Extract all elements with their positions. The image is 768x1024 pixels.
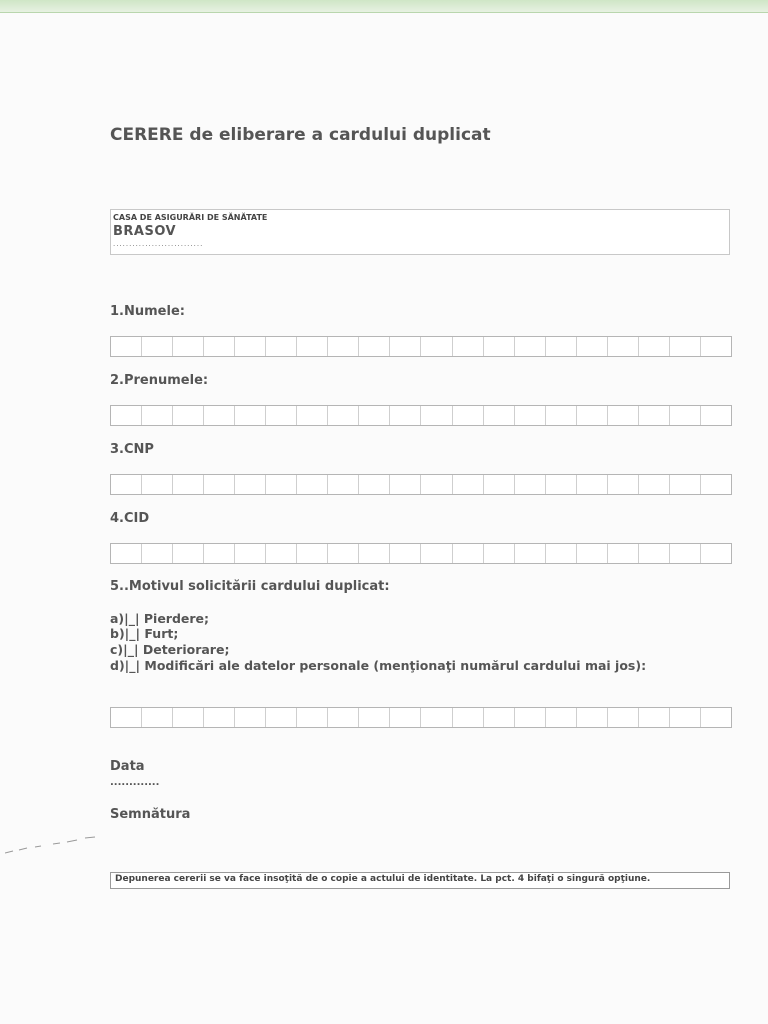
grid-cell[interactable] [669, 708, 700, 727]
grid-cell[interactable] [265, 337, 296, 356]
grid-cell[interactable] [141, 708, 172, 727]
input-grid-cid[interactable] [110, 543, 732, 564]
grid-cell[interactable] [669, 337, 700, 356]
grid-cell[interactable] [700, 475, 731, 494]
grid-cell[interactable] [234, 475, 265, 494]
grid-cell[interactable] [358, 406, 389, 425]
option-deteriorare[interactable]: c)|_| Deteriorare; [110, 642, 230, 657]
cas-box [110, 209, 730, 255]
grid-cell[interactable] [545, 475, 576, 494]
grid-cell[interactable] [700, 406, 731, 425]
field-label-numele: 1.Numele: [110, 304, 185, 319]
grid-cell[interactable] [265, 708, 296, 727]
grid-cell[interactable] [172, 544, 203, 563]
grid-cell[interactable] [420, 708, 451, 727]
grid-cell[interactable] [203, 544, 234, 563]
date-field[interactable]: ............. [110, 777, 160, 788]
top-scan-band [0, 0, 768, 13]
grid-cell[interactable] [358, 708, 389, 727]
grid-cell[interactable] [607, 544, 638, 563]
grid-cell[interactable] [327, 475, 358, 494]
grid-cell[interactable] [420, 544, 451, 563]
grid-cell[interactable] [576, 544, 607, 563]
grid-cell[interactable] [452, 475, 483, 494]
grid-cell[interactable] [265, 475, 296, 494]
grid-cell[interactable] [545, 544, 576, 563]
grid-cell[interactable] [358, 475, 389, 494]
option-pierdere[interactable]: a)|_| Pierdere; [110, 611, 210, 626]
grid-cell[interactable] [141, 544, 172, 563]
grid-cell[interactable] [111, 337, 141, 356]
grid-cell[interactable] [483, 708, 514, 727]
grid-cell[interactable] [700, 337, 731, 356]
grid-cell[interactable] [203, 406, 234, 425]
grid-cell[interactable] [389, 406, 420, 425]
grid-cell[interactable] [296, 337, 327, 356]
grid-cell[interactable] [327, 406, 358, 425]
cas-label: CASA DE ASIGURĂRI DE SĂNĂTATE [113, 213, 268, 222]
grid-cell[interactable] [265, 406, 296, 425]
grid-cell[interactable] [514, 708, 545, 727]
grid-cell[interactable] [514, 475, 545, 494]
input-grid-card-number[interactable] [110, 707, 732, 728]
grid-cell[interactable] [514, 337, 545, 356]
grid-cell[interactable] [607, 337, 638, 356]
grid-cell[interactable] [111, 544, 141, 563]
grid-cell[interactable] [234, 337, 265, 356]
grid-cell[interactable] [607, 475, 638, 494]
input-grid-prenumele[interactable] [110, 405, 732, 426]
grid-cell[interactable] [638, 544, 669, 563]
grid-cell[interactable] [700, 708, 731, 727]
grid-cell[interactable] [389, 337, 420, 356]
grid-cell[interactable] [111, 475, 141, 494]
grid-cell[interactable] [389, 544, 420, 563]
grid-cell[interactable] [607, 406, 638, 425]
grid-cell[interactable] [514, 544, 545, 563]
grid-cell[interactable] [389, 708, 420, 727]
grid-cell[interactable] [638, 337, 669, 356]
grid-cell[interactable] [545, 337, 576, 356]
grid-cell[interactable] [576, 475, 607, 494]
grid-cell[interactable] [452, 708, 483, 727]
note-text: Depunerea cererii se va face insoţită de o copie a actului de identitate. La pct. 4 bifaţi o singură opţiune. [115, 874, 651, 884]
grid-cell[interactable] [141, 406, 172, 425]
grid-cell[interactable] [545, 708, 576, 727]
grid-cell[interactable] [265, 544, 296, 563]
grid-cell[interactable] [638, 708, 669, 727]
signature-label: Semnătura [110, 807, 191, 822]
grid-cell[interactable] [452, 406, 483, 425]
note-box [110, 872, 730, 889]
grid-cell[interactable] [576, 708, 607, 727]
grid-cell[interactable] [234, 406, 265, 425]
grid-cell[interactable] [452, 337, 483, 356]
cas-dots: ............................ [113, 240, 204, 248]
grid-cell[interactable] [203, 337, 234, 356]
grid-cell[interactable] [327, 337, 358, 356]
grid-cell[interactable] [576, 337, 607, 356]
grid-cell[interactable] [669, 406, 700, 425]
scan-speck [5, 835, 100, 855]
grid-cell[interactable] [483, 337, 514, 356]
grid-cell[interactable] [389, 475, 420, 494]
grid-cell[interactable] [420, 406, 451, 425]
grid-cell[interactable] [203, 475, 234, 494]
option-furt[interactable]: b)|_| Furt; [110, 626, 179, 641]
grid-cell[interactable] [669, 475, 700, 494]
option-modificari[interactable]: d)|_| Modificări ale datelor personale (menţionaţi numărul cardului mai jos): [110, 658, 647, 673]
grid-cell[interactable] [420, 337, 451, 356]
grid-cell[interactable] [296, 544, 327, 563]
grid-cell[interactable] [483, 475, 514, 494]
grid-cell[interactable] [420, 475, 451, 494]
grid-cell[interactable] [111, 708, 141, 727]
grid-cell[interactable] [296, 475, 327, 494]
input-grid-cnp[interactable] [110, 474, 732, 495]
cas-value: BRASOV [113, 224, 177, 239]
grid-cell[interactable] [327, 544, 358, 563]
grid-cell[interactable] [296, 406, 327, 425]
reason-heading: 5..Motivul solicitării cardului duplicat: [110, 579, 390, 594]
grid-cell[interactable] [203, 708, 234, 727]
grid-cell[interactable] [296, 708, 327, 727]
grid-cell[interactable] [141, 337, 172, 356]
grid-cell[interactable] [545, 406, 576, 425]
grid-cell[interactable] [358, 337, 389, 356]
grid-cell[interactable] [234, 544, 265, 563]
grid-cell[interactable] [514, 406, 545, 425]
input-grid-numele[interactable] [110, 336, 732, 357]
grid-cell[interactable] [234, 708, 265, 727]
grid-cell[interactable] [700, 544, 731, 563]
grid-cell[interactable] [172, 708, 203, 727]
field-label-prenumele: 2.Prenumele: [110, 373, 209, 388]
page-title: CERERE de eliberare a cardului duplicat [110, 125, 491, 145]
grid-cell[interactable] [172, 337, 203, 356]
grid-cell[interactable] [576, 406, 607, 425]
grid-cell[interactable] [141, 475, 172, 494]
grid-cell[interactable] [172, 475, 203, 494]
field-label-cnp: 3.CNP [110, 442, 154, 457]
grid-cell[interactable] [111, 406, 141, 425]
grid-cell[interactable] [452, 544, 483, 563]
grid-cell[interactable] [638, 406, 669, 425]
date-label: Data [110, 759, 145, 774]
grid-cell[interactable] [607, 708, 638, 727]
grid-cell[interactable] [327, 708, 358, 727]
grid-cell[interactable] [638, 475, 669, 494]
field-label-cid: 4.CID [110, 511, 150, 526]
grid-cell[interactable] [358, 544, 389, 563]
grid-cell[interactable] [669, 544, 700, 563]
grid-cell[interactable] [483, 544, 514, 563]
grid-cell[interactable] [483, 406, 514, 425]
grid-cell[interactable] [172, 406, 203, 425]
